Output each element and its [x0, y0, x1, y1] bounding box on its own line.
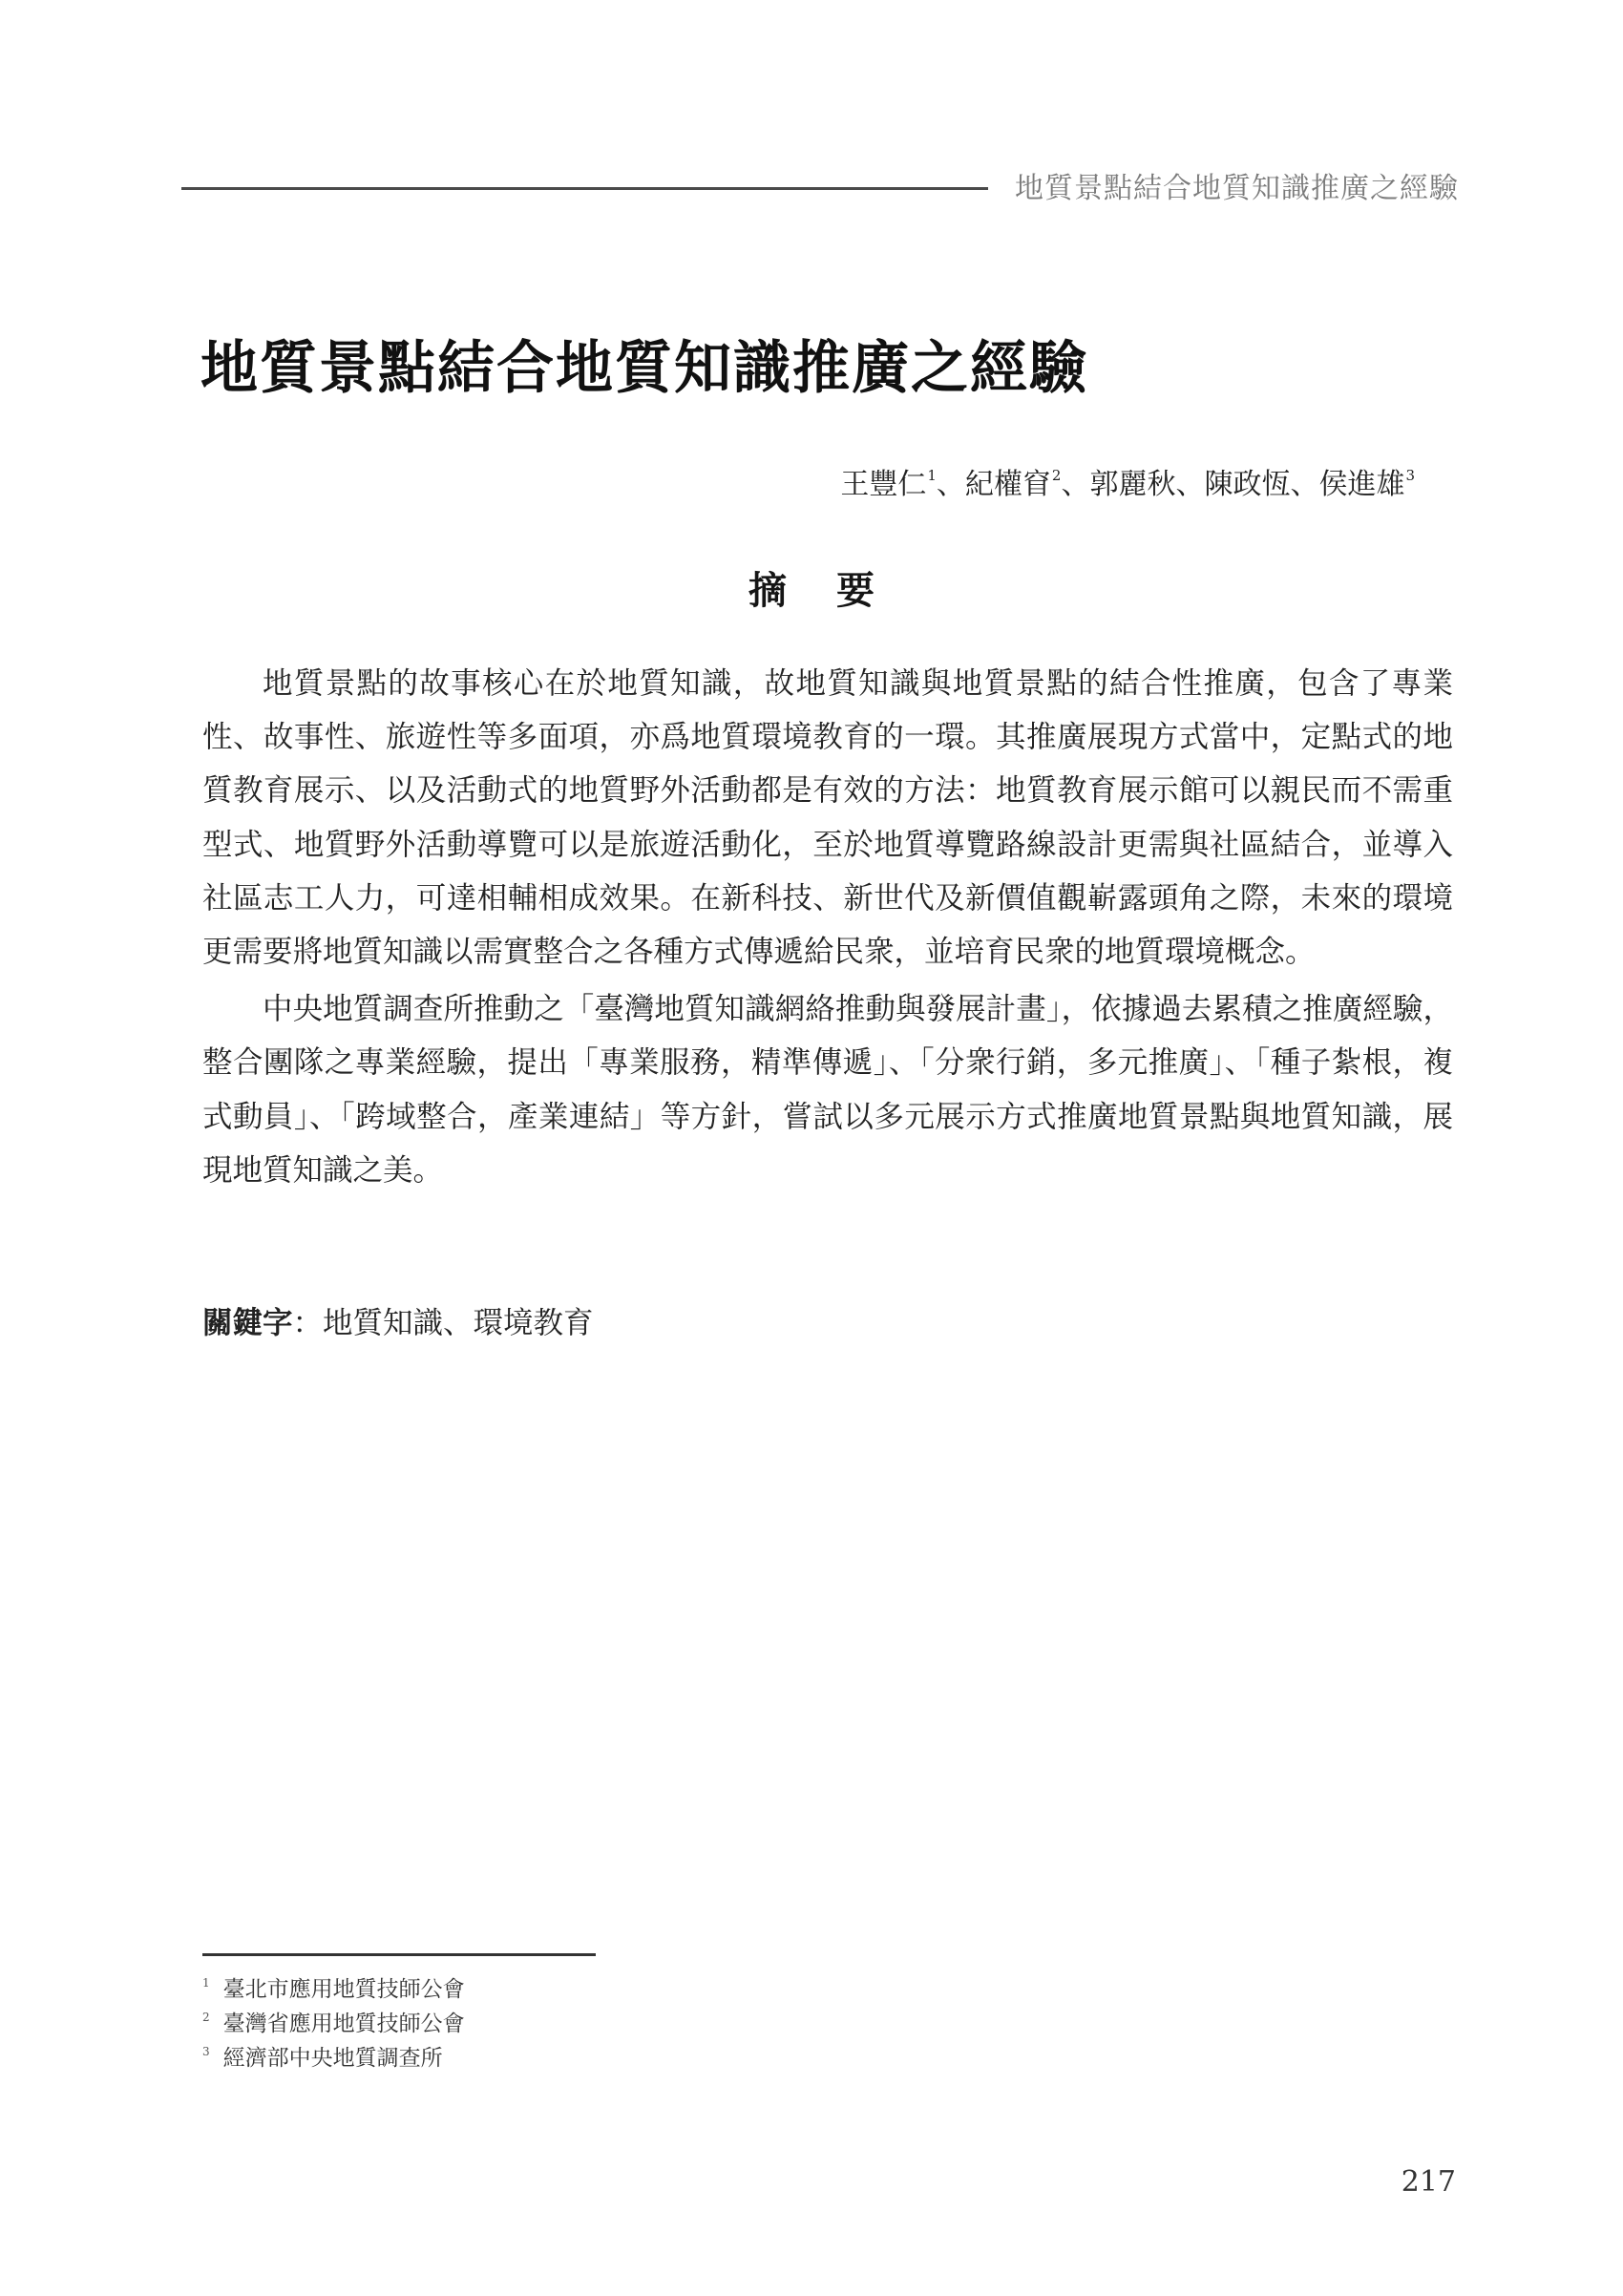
- header-rule: [181, 187, 988, 190]
- abstract-paragraph: 中央地質調查所推動之「臺灣地質知識網絡推動與發展計畫」，依據過去累積之推廣經驗，整合團隊之專業經驗，提出「專業服務，精準傳遞」、「分衆行銷，多元推廣」、「種子紮根，複式動員」、「跨域整合，產業連結」等方針，嘗試以多元展示方式推廣地質景點與地質知識，展現地質知識之美。: [202, 992, 1453, 1188]
- footnote-rule: [202, 1953, 596, 1956]
- abstract-heading: 摘要: [748, 568, 924, 613]
- author-name: 侯進雄: [1318, 468, 1405, 501]
- page-number: 217: [1401, 2165, 1456, 2199]
- author-separator: 、: [1175, 468, 1205, 501]
- footnote-text: 經濟部中央地質調查所: [222, 2046, 443, 2071]
- author-separator: 、: [1061, 468, 1090, 501]
- footnote: [202, 1970, 465, 2004]
- footnote-text: 臺北市應用地質技師公會: [222, 1977, 465, 2002]
- abstract-body: [202, 657, 1453, 1201]
- author-name: 郭麗秋: [1089, 468, 1176, 501]
- author-name: 紀權窅: [964, 468, 1051, 501]
- footnote-mark: 3: [202, 2045, 210, 2058]
- footnote-text: 臺灣省應用地質技師公會: [222, 2012, 465, 2036]
- footnote: [202, 2038, 465, 2073]
- keywords-separator: ：: [292, 1306, 324, 1340]
- author-name: 陳政恆: [1204, 468, 1291, 501]
- keywords-label: 關鍵字: [202, 1305, 293, 1340]
- footnote-mark: 1: [202, 1976, 210, 1990]
- author-line: [840, 460, 1415, 502]
- footnotes: [202, 1970, 465, 2073]
- author-affiliation-mark: 2: [1051, 467, 1062, 484]
- author-affiliation-mark: 3: [1405, 467, 1415, 484]
- abstract-paragraph: 地質景點的故事核心在於地質知識，故地質知識與地質景點的結合性推廣，包含了專業性、故事性、旅遊性等多面項，亦爲地質環境教育的一環。其推廣展現方式當中，定點式的地質教育展示、以及活動式的地質野外活動都是有效的方法：地質教育展示館可以親民而不需重型式、地質野外活動導覽可以是旅遊活動化，至於地質導覽路線設計更需與社區結合，並導入社區志工人力，可達相輔相成效果。在新科技、新世代及新價值觀嶄露頭角之際，未來的環境更需要將地質知識以需實整合之各種方式傳遞給民衆，並培育民衆的地質環境概念。: [202, 666, 1453, 970]
- keywords-line: [202, 1299, 594, 1342]
- author-separator: 、: [936, 468, 965, 501]
- author-affiliation-mark: 1: [927, 467, 937, 484]
- footnote: [202, 2004, 465, 2038]
- keywords-value: 地質知識、環境教育: [323, 1306, 594, 1340]
- running-header: 地質景點結合地質知識推廣之經驗: [1015, 172, 1459, 205]
- paper-title: 地質景點結合地質知識推廣之經驗: [200, 335, 1088, 402]
- author-name: 王豐仁: [840, 468, 927, 501]
- footnote-mark: 2: [202, 2011, 210, 2024]
- author-separator: 、: [1290, 468, 1319, 501]
